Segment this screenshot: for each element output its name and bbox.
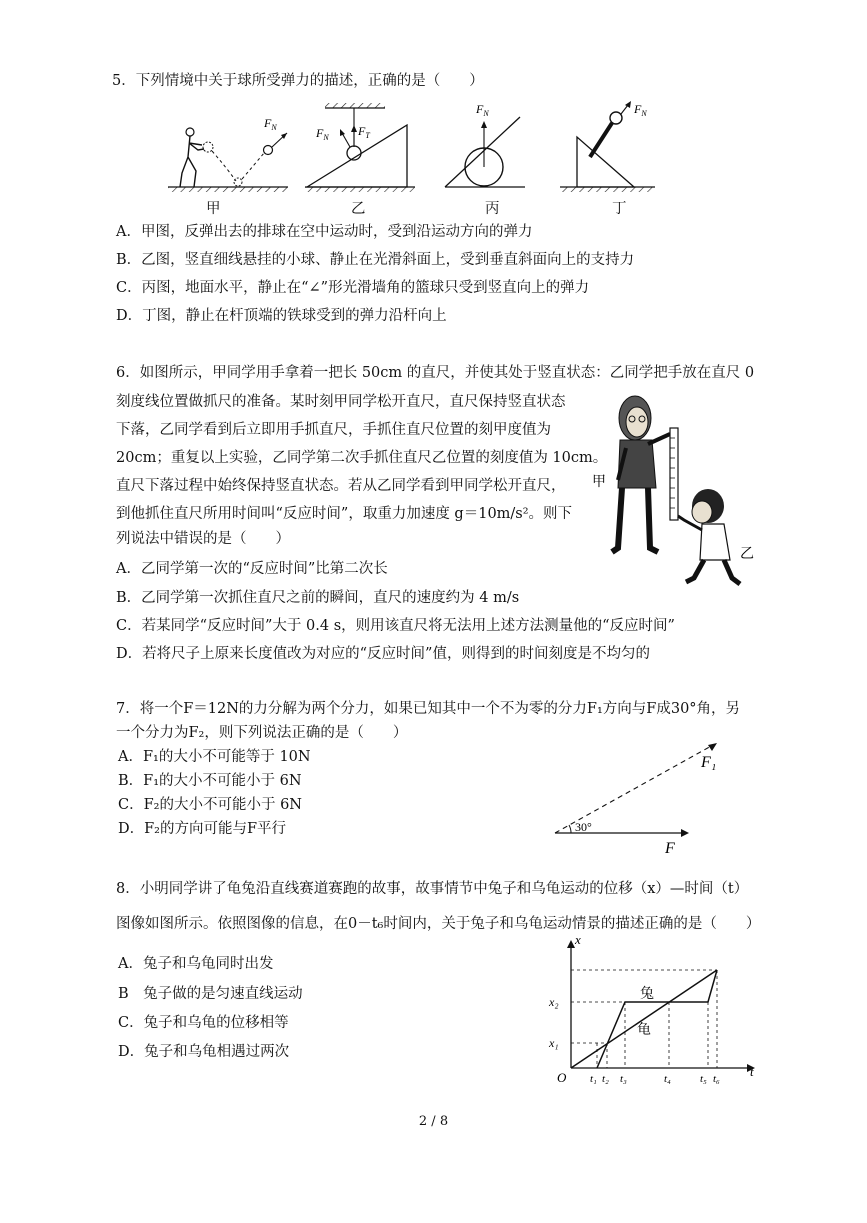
- q6-label-jia: 甲: [592, 475, 606, 490]
- q7-option-b[interactable]: B．F₁的大小不可能小于 6N: [118, 773, 302, 789]
- q5-option-c[interactable]: C．丙图，地面水平，静止在“∠”形光滑墙角的篮球只受到竖直向上的弹力: [116, 280, 590, 296]
- graph-origin: O: [557, 1070, 567, 1085]
- page-number: 2 / 8: [418, 1114, 449, 1129]
- graph-y-axis-label: x: [575, 932, 581, 947]
- q8-xt-graph: [545, 930, 765, 1090]
- q6-option-a[interactable]: A．乙同学第一次的“反应时间”比第二次长: [116, 561, 388, 577]
- q5-fig-label-ding: 丁: [612, 201, 627, 217]
- q6-stem-line-5: 直尺下落过程中始终保持竖直状态。若从乙同学看到甲同学松开直尺，: [116, 478, 566, 494]
- q7-f-label: F: [665, 840, 675, 857]
- q5-figures: [150, 95, 670, 220]
- q6-option-b[interactable]: B．乙同学第一次抓住直尺之前的瞬间，直尺的速度约为 4 m/s: [116, 590, 520, 606]
- graph-x-axis-label: t: [750, 1064, 754, 1079]
- q5-fig-label-jia: 甲: [206, 201, 221, 217]
- q8-option-c[interactable]: C．兔子和乌龟的位移相等: [118, 1015, 289, 1031]
- q5-option-b[interactable]: B．乙图，竖直细线悬挂的小球、静止在光滑斜面上，受到垂直斜面向上的支持力: [116, 252, 635, 268]
- q6-stem-line-2: 刻度线位置做抓尺的准备。某时刻甲同学松开直尺，直尺保持竖直状态: [116, 394, 566, 410]
- fig-jia: [168, 116, 288, 192]
- q6-stem-line-3: 下落，乙同学看到后立即用手抓直尺，手抓住直尺位置的刻甲度值为: [116, 422, 551, 438]
- q7-figure-force-decomposition: [545, 735, 745, 860]
- q7-f1-label: F₁: [701, 754, 717, 771]
- q6-stem-line-7: 列说法中错误的是（ ）: [116, 531, 290, 547]
- fn-label-yi: $F_N$: [316, 126, 329, 142]
- fig-ding: [560, 101, 655, 192]
- q6-figure-ruler-drop: [590, 388, 770, 598]
- q6-option-d[interactable]: D．若将尺子上原来长度值改为对应的“反应时间”值，则得到的时间刻度是不均匀的: [116, 646, 650, 662]
- q8-option-a[interactable]: A．兔子和乌龟同时出发: [118, 956, 274, 972]
- tick-t5: t₅: [700, 1073, 707, 1085]
- q5-fig-label-bing: 丙: [485, 201, 500, 217]
- turtle-line: [571, 970, 717, 1068]
- fn-label-jia: $F_N$: [264, 116, 277, 132]
- fig-bing: [445, 102, 525, 187]
- fn-label-ding: $F_N$: [634, 102, 647, 118]
- q7-option-a[interactable]: A．F₁的大小不可能等于 10N: [118, 749, 311, 765]
- q8-stem-line-1: 8．小明同学讲了龟兔沿直线赛道赛跑的故事，故事情节中兔子和乌龟运动的位移（x）—时间（t）: [116, 881, 749, 897]
- q7-stem-line-1: 7．将一个F＝12N的力分解为两个分力，如果已知其中一个不为零的分力F₁方向与F成30°角，另: [116, 701, 741, 717]
- ft-label-yi: $F_T$: [358, 124, 370, 140]
- ruler: [670, 428, 678, 520]
- q6-option-c[interactable]: C．若某同学“反应时间”大于 0.4 s，则用该直尺将无法用上述方法测量他的“反应时间”: [116, 618, 675, 634]
- tick-t6: t₆: [713, 1073, 720, 1085]
- tick-x1: x₁: [549, 1036, 559, 1050]
- tick-t4: t₄: [664, 1073, 671, 1085]
- q7-stem-line-2: 一个分力为F₂，则下列说法正确的是（ ）: [116, 725, 408, 741]
- q5-option-d[interactable]: D．丁图，静止在杆顶端的铁球受到的弹力沿杆向上: [116, 308, 447, 324]
- q7-option-c[interactable]: C．F₂的大小不可能小于 6N: [118, 797, 302, 813]
- person-jia: [612, 396, 670, 552]
- q7-angle-label: 30°: [575, 820, 592, 834]
- tick-t1: t₁: [590, 1073, 597, 1085]
- q5-fig-label-yi: 乙: [351, 201, 366, 217]
- q8-option-d[interactable]: D．兔子和乌龟相遇过两次: [118, 1044, 290, 1060]
- person-yi: [678, 489, 740, 584]
- q6-stem-line-1: 6．如图所示，甲同学用手拿着一把长 50cm 的直尺，并使其处于竖直状态：乙同学把手放在直尺 0: [116, 365, 755, 381]
- tick-x2: x₂: [549, 995, 559, 1009]
- q5-stem: 5．下列情境中关于球所受弹力的描述，正确的是（ ）: [112, 73, 484, 89]
- fig-yi: [305, 103, 415, 192]
- q8-stem-line-2: 图像如图所示。依照图像的信息，在0－t₆时间内，关于兔子和乌龟运动情景的描述正确的是（ ）: [116, 916, 761, 932]
- q6-stem-line-4: 20cm；重复以上实验，乙同学第二次手抓住直尺乙位置的刻度值为 10cm。: [116, 450, 608, 466]
- label-turtle: 龟: [637, 1023, 651, 1038]
- label-rabbit: 兔: [640, 987, 654, 1002]
- q8-option-b[interactable]: B 兔子做的是匀速直线运动: [118, 986, 303, 1002]
- tick-t3: t₃: [620, 1073, 627, 1085]
- rabbit-line: [597, 970, 717, 1068]
- q6-stem-line-6: 到他抓住直尺所用时间叫“反应时间”，取重力加速度 g＝10m/s²。则下: [116, 506, 573, 522]
- tick-t2: t₂: [602, 1073, 609, 1085]
- q6-label-yi: 乙: [740, 547, 754, 562]
- fn-label-bing: $F_N$: [476, 102, 489, 118]
- q5-option-a[interactable]: A．甲图，反弹出去的排球在空中运动时，受到沿运动方向的弹力: [116, 224, 533, 240]
- q7-option-d[interactable]: D．F₂的方向可能与F平行: [118, 821, 287, 837]
